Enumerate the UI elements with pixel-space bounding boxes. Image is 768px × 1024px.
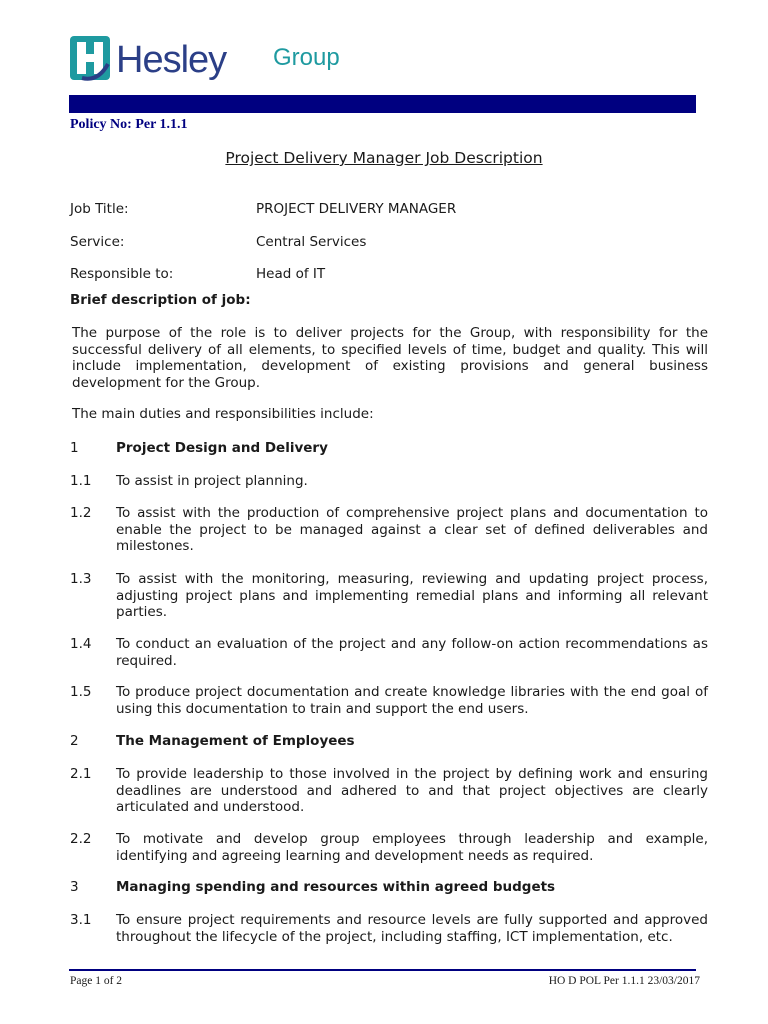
section-number: 3: [70, 879, 79, 895]
duties-intro: The main duties and responsibilities include:: [72, 406, 374, 422]
section-heading: [70, 440, 328, 456]
field-responsible-to: [70, 266, 325, 282]
item-text: To conduct an evaluation of the project and any follow-on action recommendations as required.: [116, 636, 708, 669]
section-title: The Management of Employees: [116, 733, 355, 749]
field-job-title: [70, 201, 456, 217]
item-number: 2.2: [70, 831, 92, 847]
item-number: 1.3: [70, 571, 92, 587]
hesley-h-logo-icon: [68, 34, 114, 84]
field-service: [70, 234, 366, 250]
intro-paragraph: The purpose of the role is to deliver projects for the Group, with responsibility for the successful delivery of all elements, to specified levels of time, budget and quality. This will include implementation, development of existing provisions and general business development for the Group.: [72, 325, 708, 391]
section-title: Project Design and Delivery: [116, 440, 328, 456]
document-title: Project Delivery Manager Job Description: [225, 149, 543, 167]
policy-number: Policy No: Per 1.1.1: [70, 117, 188, 132]
item-text: To provide leadership to those involved in the project by defining work and ensuring deadlines are understood and adhered to and that project objectives are clearly articulated and understood.: [116, 766, 708, 815]
list-item: [70, 684, 708, 717]
field-label: Service:: [70, 234, 125, 250]
item-number: 1.5: [70, 684, 92, 700]
item-number: 1.4: [70, 636, 92, 652]
item-number: 1.1: [70, 473, 92, 489]
brand-name: Hesley: [116, 39, 227, 81]
list-item: [70, 636, 708, 669]
section-title: Managing spending and resources within agreed budgets: [116, 879, 556, 895]
list-item: [70, 912, 708, 945]
item-text: To ensure project requirements and resource levels are fully supported and approved throughout the lifecycle of the project, including staffing, ICT implementation, etc.: [116, 912, 708, 945]
field-label: Job Title:: [70, 201, 129, 217]
hesley-group-logo: [68, 34, 340, 90]
field-value: Head of IT: [256, 266, 326, 282]
header-bar: [69, 95, 696, 113]
brand-suffix: Group: [273, 44, 340, 71]
field-label: Responsible to:: [70, 266, 174, 282]
item-text: To produce project documentation and create knowledge libraries with the end goal of using this documentation to train and support the end users.: [116, 684, 708, 717]
item-number: 3.1: [70, 912, 92, 928]
item-text: To motivate and develop group employees through leadership and example, identifying and agreeing learning and development needs as required.: [116, 831, 708, 864]
section-number: 1: [70, 440, 79, 456]
item-text: To assist with the production of comprehensive project plans and documentation to enable the project to be managed against a clear set of defined deliverables and milestones.: [116, 505, 708, 554]
item-number: 1.2: [70, 505, 92, 521]
document-reference: HO D POL Per 1.1.1 23/03/2017: [548, 975, 700, 987]
list-item: [70, 831, 708, 864]
list-item: [70, 571, 708, 621]
field-value: PROJECT DELIVERY MANAGER: [256, 201, 457, 217]
field-value: Central Services: [256, 234, 367, 250]
list-item: [70, 473, 708, 490]
footer-rule: [69, 969, 696, 971]
list-item: [70, 766, 708, 816]
section-heading: [70, 733, 355, 749]
item-text: To assist in project planning.: [116, 473, 308, 489]
section-heading: [70, 879, 555, 895]
item-number: 2.1: [70, 766, 92, 782]
section-number: 2: [70, 733, 79, 749]
page-number: Page 1 of 2: [70, 975, 123, 987]
list-item: [70, 505, 708, 555]
item-text: To assist with the monitoring, measuring, reviewing and updating project process, adjusting project plans and implementing remedial plans and informing all relevant parties.: [116, 571, 708, 620]
brief-description-heading: Brief description of job:: [70, 292, 251, 308]
